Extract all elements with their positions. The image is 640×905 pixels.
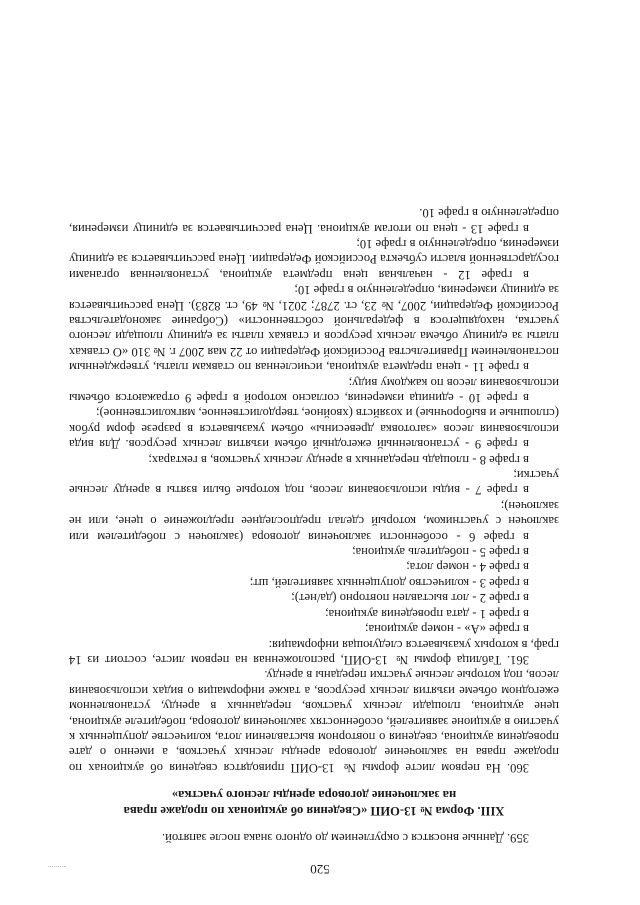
- column-list: [69, 205, 559, 636]
- list-item: в графе 1 - дата проведения аукциона;: [325, 606, 529, 621]
- section-heading: [69, 787, 559, 818]
- list-item: в графе 11 - цена предмета аукциона, исчисленная по ставкам платы, утвержденным постановлением Правительства Российской Федерации от 22 мая 2007 г. № 310 «О ставках платы за единицу объема лесных ресурсов и ставках платы за единицу площади лесного участка, находящегося в федеральной собственности» (Собрание законодательства Российской Федерации, 2007, № 23, ст. 2787; 2021, № 49, ст. 8283). Цена рассчитывается за единицу измерения, определенную в графе 10;: [69, 283, 559, 375]
- heading-line-1: XIII. Форма № 13-ОИП «Сведения об аукционах по продаже права: [123, 803, 505, 818]
- scan-artifact: [48, 861, 66, 867]
- list-item: в графе 7 - виды использования лесов, под которые были взяты в аренду лесные участки;: [69, 468, 559, 498]
- list-item: в графе 9 - установленный ежегодный объем изъятия лесных ресурсов. Для вида использования лесов «заготовка древесины» объем указывается в разрезе форм рубок (сплошные и выборочные) и хозяйств (хвойное, твердолиственное, мягколиственное);: [69, 406, 559, 452]
- page-body: [69, 205, 559, 845]
- paragraph-360: 360. На первом листе формы № 13-ОИП приводятся сведения об аукционах по продаже права на заключение договора аренды лесных участков, а именно о дате проведения аукциона, сведения о повторном выставлении лота, количестве допущенных к участию в аукционе заявителей, особенностях заключения договора, победителе аукциона, цене аукциона, площади лесных участков, переданных в аренду, установленном ежегодном объеме изъятия лесных ресурсов, а также информация о видах использования лесов, под которые лесные участки переданы в аренду.: [69, 668, 559, 775]
- list-item: в графе 2 - лот выставлен повторно (да/нет);: [291, 591, 529, 606]
- list-item: в графе 3 - количество допущенных заявителей, шт;: [249, 575, 529, 590]
- heading-line-2: на заключение договора аренды лесного участка»: [171, 788, 457, 803]
- paragraph-361: 361. Таблица формы № 13-ОИП, расположенная на первом листе, состоит из 14 граф, в которых указывается следующая информация:: [69, 637, 559, 667]
- list-item: в графе 6 - особенности заключения договора (заключен с победителем или заключен с участником, который сделал предпоследнее предложение о цене, или не заключен);: [69, 498, 559, 544]
- list-item: в графе 13 - цена по итогам аукциона. Цена рассчитывается за единицу измерения, определенную в графе 10.: [69, 206, 559, 236]
- list-item: в графе 10 - единица измерения, согласно которой в графе 9 отражаются объемы использования лесов по каждому виду;: [69, 375, 559, 406]
- list-item: в графе 4 - номер лота;: [406, 560, 529, 575]
- list-item: в графе 5 - победитель аукциона;: [352, 545, 529, 560]
- list-item: в графе 12 - начальная цена предмета аукциона, установленная органами государственной власти субъекта Российской Федерации. Цена рассчитывается за единицу измерения, определенную в графе 10;: [69, 236, 559, 282]
- paragraph-359: 359. Данные вносятся с округлением до одного знака после запятой.: [162, 831, 529, 845]
- list-item: в графе 8 - площадь переданных в аренду лесных участков, в гектарах;: [148, 452, 529, 467]
- list-item: в графе «А» - номер аукциона;: [365, 622, 529, 637]
- page-number: 520: [310, 862, 330, 877]
